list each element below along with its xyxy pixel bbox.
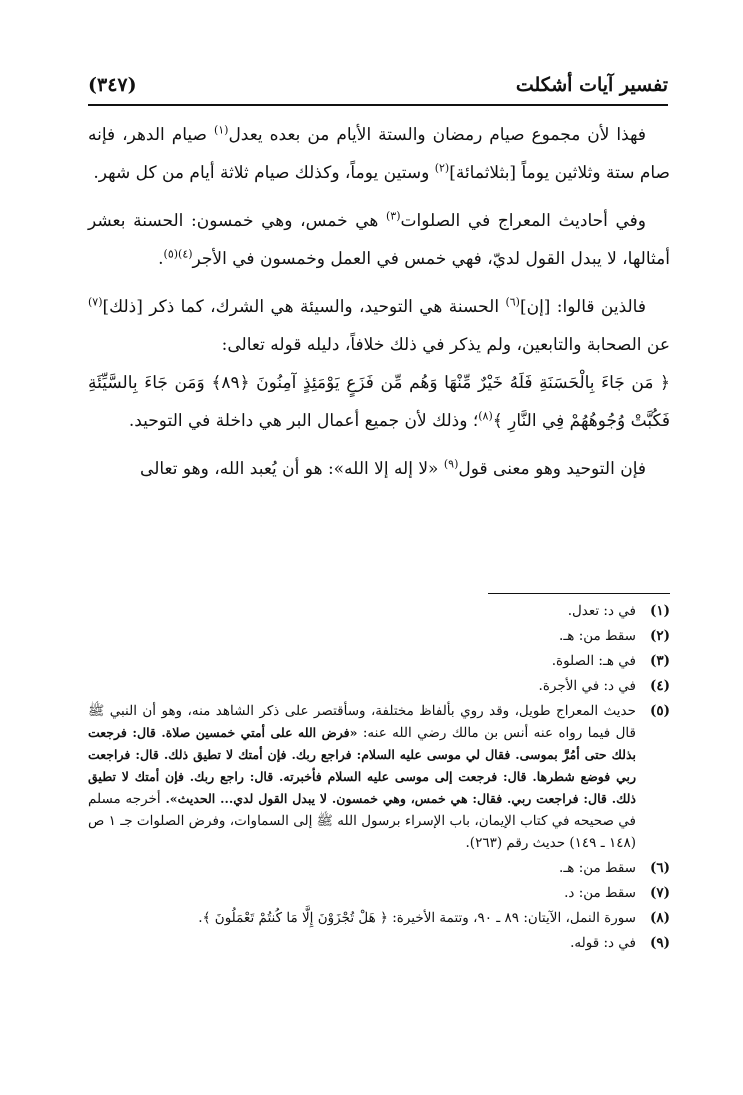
- footnote-text: في هـ: الصلوة.: [551, 653, 636, 669]
- text-run: .: [158, 249, 164, 269]
- text-run: هي خمس، وهي خمسون: الحسنة بعشر أمثالها، لا يبدل القول لديّ، فهي خمس في العمل وخمسون في الأجر: [88, 211, 670, 269]
- footnote-text: في د: قوله.: [570, 935, 636, 951]
- footnote-ref: (٦): [505, 295, 520, 309]
- footnotes: [88, 600, 670, 957]
- footnote: [88, 700, 670, 854]
- footnote-ref: (٣): [385, 209, 401, 223]
- paragraph: [88, 288, 670, 364]
- footnote-citation: أخرجه مسلم في صحيحه في كتاب الإيمان، باب الإسراء برسول الله ﷺ إلى السماوات، وفرض الصلوات جـ ١ ص (١٤٨ ـ ١٤٩) حديث رقم (٢٦٣).: [88, 791, 636, 851]
- footnote-ref: (٨): [478, 409, 493, 423]
- footnote-number: (٧): [649, 885, 670, 901]
- text-run: وستين يوماً، وكذلك صيام ثلاثة أيام من كل شهر.: [93, 163, 435, 183]
- text-run: «لا إله إلا الله»: هو أن يُعبد الله، وهو تعالى: [140, 459, 444, 479]
- footnote: [88, 932, 670, 954]
- hadith-quote: «فرض الله على أمتي خمسين صلاة. قال: فرجعت بذلك حتى أمُرَّ بموسى. فقال لي موسى عليه السلام: فراجع ربك. فإن أمتك لا تطيق ذلك. قال: فراجعت ربي فوضع شطرها. قال: فرجعت إلى موسى عليه السلام فأخبرته. قال: راجع ربك. فإن أمتك لا تطيق ذلك. قال: فراجعت ربي. فقال: هي خمس، وهي خمسون. لا يبدل القول لدي... الحديث».: [88, 725, 637, 806]
- footnote-number: (٦): [649, 860, 670, 876]
- footnote-text: في د: تعدل.: [567, 603, 636, 619]
- footnote: [88, 625, 670, 647]
- footnote-separator: [488, 593, 670, 594]
- footnote: [88, 650, 670, 672]
- footnote-number: (٢): [649, 628, 670, 644]
- text-run: فالذين قالوا: [إن]: [519, 297, 646, 317]
- paragraph: [88, 202, 670, 278]
- footnote-number: (٨): [649, 910, 670, 926]
- text-run: وفي أحاديث المعراج في الصلوات: [400, 211, 646, 231]
- header-title: تفسير آيات أشكلت: [515, 74, 668, 96]
- footnote: [88, 600, 670, 622]
- footnote-text: في د: في الأجرة.: [538, 678, 636, 694]
- footnote-text: سقط من: هـ.: [559, 860, 636, 876]
- text-run: عن الصحابة والتابعين، ولم يذكر في ذلك خلافاً، دليله قوله تعالى:: [221, 335, 670, 355]
- header-rule: [88, 104, 668, 106]
- paragraph: [88, 450, 670, 488]
- footnote-ref: (٤)(٥): [163, 247, 193, 261]
- footnote: [88, 857, 670, 879]
- footnote-text: حديث المعراج طويل، وقد روي بألفاظ مختلفة، وسأقتصر على ذكر الشاهد منه، وهو أن النبي ﷺ قال فيما رواه عنه أنس بن مالك رضي الله عنه:: [88, 703, 636, 741]
- footnote-text: سقط من: د.: [564, 885, 636, 901]
- footnote-number: (١): [649, 603, 670, 619]
- footnote-ref: (٢): [434, 161, 450, 175]
- footnote: [88, 882, 670, 904]
- footnote: [88, 675, 670, 697]
- text-run: ؛ وذلك لأن جميع أعمال البر هي داخلة في التوحيد.: [128, 411, 479, 431]
- footnote-number: (٩): [649, 935, 670, 951]
- footnote: [88, 907, 670, 929]
- running-header: [88, 68, 668, 104]
- page-number: (٣٤٧): [88, 74, 137, 96]
- footnote-body: [88, 700, 636, 854]
- footnote-ref: (١): [213, 123, 229, 137]
- footnote-text: سقط من: هـ.: [559, 628, 636, 644]
- footnote-ref: (٧): [88, 295, 103, 309]
- verse-text: ﴿ مَن جَاءَ بِالْحَسَنَةِ فَلَهُ خَيْرٌ مِّنْهَا وَهُم مِّن فَزَعٍ يَوْمَئِذٍ آمِنُونَ ﴿٨٩﴾ وَمَن جَاءَ بِالسَّيِّئَةِ فَكُبَّتْ وُجُوهُهُمْ فِي النَّارِ ﴾: [88, 373, 670, 431]
- text-run: فإن التوحيد وهو معنى قول: [458, 459, 646, 479]
- footnote-number: (٣): [649, 653, 670, 669]
- footnote-number: (٤): [649, 678, 670, 694]
- text-run: الحسنة هي التوحيد، والسيئة هي الشرك، كما ذكر [ذلك]: [102, 297, 506, 317]
- text-run: صيام الدهر، فإنه صام ستة وثلاثين يوماً [بثلاثمائة]: [88, 125, 670, 183]
- footnote-number: (٥): [649, 703, 670, 719]
- text-run: فهذا لأن مجموع صيام رمضان والستة الأيام من بعده يعدل: [228, 125, 646, 145]
- footnote-ref: (٩): [443, 457, 459, 471]
- footnote-text: سورة النمل، الآيتان: ٨٩ ـ ٩٠، وتتمة الأخيرة: ﴿ هَلْ تُجْزَوْنَ إِلَّا مَا كُنتُمْ تَعْمَلُونَ ﴾.: [198, 910, 636, 926]
- main-text: [88, 116, 670, 498]
- quran-verse: [88, 364, 670, 440]
- paragraph: [88, 116, 670, 192]
